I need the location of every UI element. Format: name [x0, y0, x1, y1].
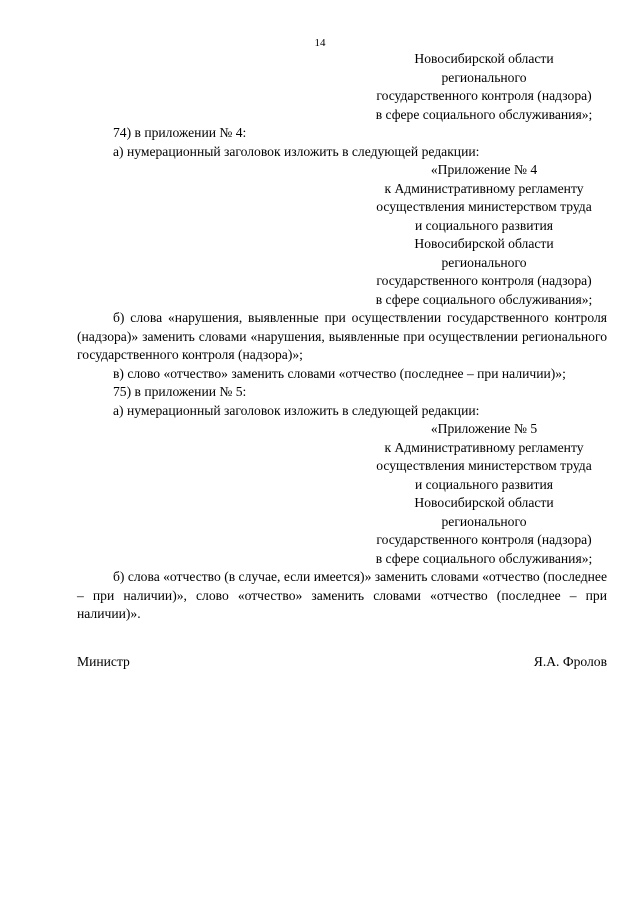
header-line: государственного контроля (надзора) — [376, 532, 592, 547]
header-line: государственного контроля (надзора) — [376, 273, 592, 288]
header-line: в сфере социального обслуживания»; — [375, 550, 593, 566]
signatory-name: Я.А. Фролов — [533, 654, 607, 669]
header-line: в сфере социального обслуживания»; — [375, 291, 593, 307]
header-line: к Административному регламенту — [384, 439, 584, 455]
document-body — [77, 50, 607, 624]
header-line: и социального развития — [414, 476, 554, 492]
header-line: регионального — [441, 254, 527, 270]
appendix-5-header-block — [359, 420, 609, 568]
header-line: регионального — [441, 513, 527, 529]
header-line: Новосибирской области — [414, 51, 554, 66]
header-line: в сфере социального обслуживания»; — [375, 106, 593, 122]
header-line: осуществления министерством труда — [376, 199, 592, 214]
header-line: Новосибирской области — [414, 236, 554, 251]
header-line: осуществления министерством труда — [376, 458, 592, 473]
appendix-4-header-block — [359, 161, 609, 309]
item-75-subitem-a: а) нумерационный заголовок изложить в следующей редакции: — [113, 402, 480, 418]
page-number: 14 — [314, 37, 326, 49]
header-line: «Приложение № 4 — [430, 162, 538, 177]
header-line: «Приложение № 5 — [430, 421, 538, 436]
signatory-title: Министр — [77, 654, 130, 669]
header-line: государственного контроля (надзора) — [376, 88, 592, 103]
item-74-subitem-v: в) слово «отчество» заменить словами «отчество (последнее – при наличии)»; — [113, 365, 566, 381]
item-74-heading: 74) в приложении № 4: — [113, 125, 247, 140]
header-line: Новосибирской области — [414, 495, 554, 510]
header-line: регионального — [441, 69, 527, 85]
item-75-heading: 75) в приложении № 5: — [113, 384, 247, 399]
item-75-subitem-b: б) слова «отчество (в случае, если имеется)» заменить словами «отчество (последнее – при наличии)», слово «отчество» заменить словами «отчество (последнее – при наличии)». — [77, 569, 607, 621]
item-74-subitem-a: а) нумерационный заголовок изложить в следующей редакции: — [113, 143, 480, 159]
item-74-subitem-b: б) слова «нарушения, выявленные при осуществлении государственного контроля (надзора)» заменить словами «нарушения, выявленные при осуществлении регионального государственного контроля (надзора)»; — [77, 310, 607, 362]
header-line: и социального развития — [414, 217, 554, 233]
continued-header-block — [359, 50, 609, 124]
header-line: к Административному регламенту — [384, 180, 584, 196]
